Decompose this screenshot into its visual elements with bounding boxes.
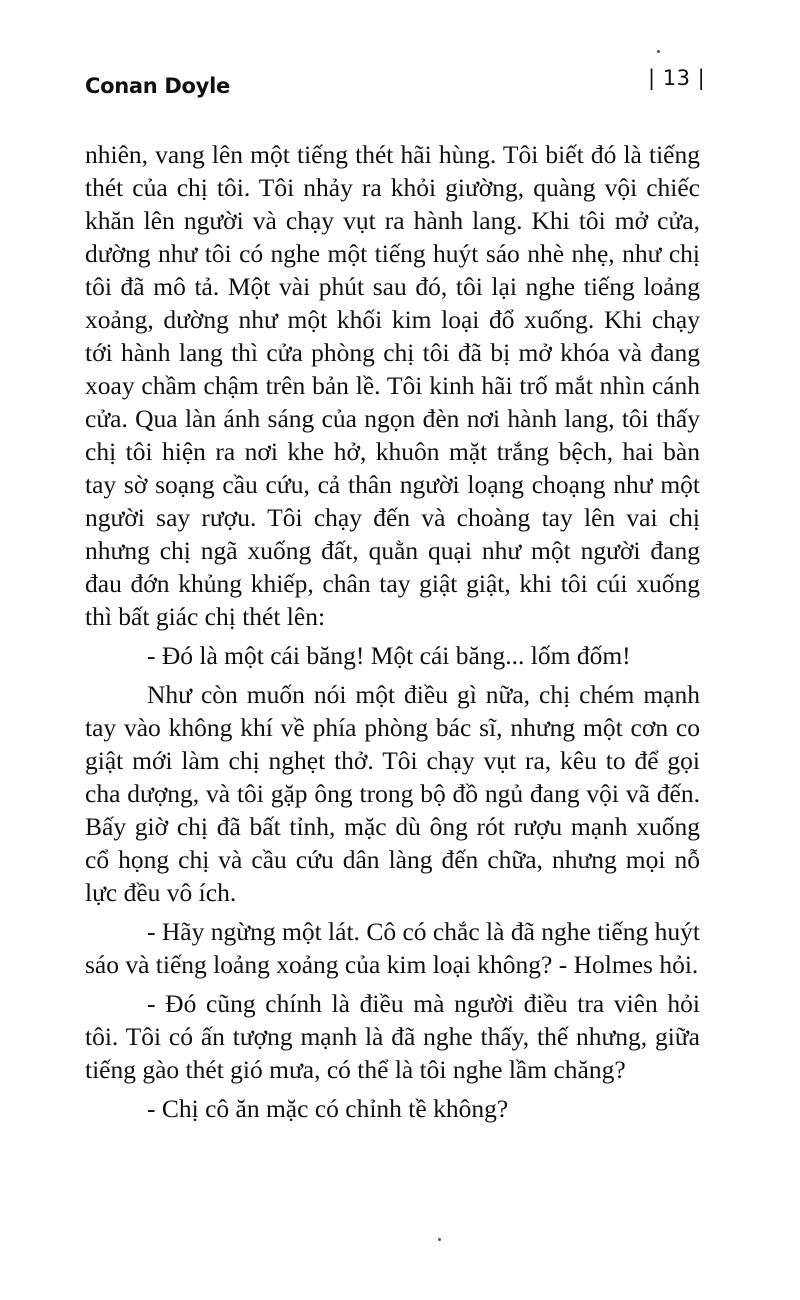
dialogue-line: - Đó là một cái băng! Một cái băng... lốm đốm! [147, 641, 631, 670]
dialogue-line: - Hãy ngừng một lát. Cô có chắc là đã nghe tiếng huýt sáo và tiếng loảng xoảng của kim loại không? - Holmes hỏi. [85, 917, 700, 979]
print-speck [657, 50, 660, 53]
paragraph: Như còn muốn nói một điều gì nữa, chị chém mạnh tay vào không khí về phía phòng bác sĩ, nhưng một cơn co giật mới làm chị nghẹt thở. Tôi chạy vụt ra, kêu to để gọi cha dượng, và tôi gặp ông trong bộ đồ ngủ đang vội vã đến. Bấy giờ chị đã bất tỉnh, mặc dù ông rót rượu mạnh xuống cổ họng chị và cầu cứu dân làng đến chữa, nhưng mọi nỗ lực đều vô ích. [85, 680, 700, 907]
page-number: | 13 | [648, 66, 706, 90]
dialogue-line: - Đó cũng chính là điều mà người điều tra viên hỏi tôi. Tôi có ấn tượng mạnh là đã nghe thấy, thế nhưng, giữa tiếng gào thét gió mưa, có thể là tôi nghe lầm chăng? [85, 989, 700, 1084]
running-header-author: Conan Doyle [85, 74, 230, 98]
paragraph: nhiên, vang lên một tiếng thét hãi hùng. Tôi biết đó là tiếng thét của chị tôi. Tôi nhảy ra khỏi giường, quàng vội chiếc khăn lên người và chạy vụt ra hành lang. Khi tôi mở cửa, dường như tôi có nghe một tiếng huýt sáo nhè nhẹ, như chị tôi đã mô tả. Một vài phút sau đó, tôi lại nghe tiếng loảng xoảng, dường như một khối kim loại đổ xuống. Khi chạy tới hành lang thì cửa phòng chị tôi đã bị mở khóa và đang xoay chầm chậm trên bản lề. Tôi kinh hãi trố mắt nhìn cánh cửa. Qua làn ánh sáng của ngọn đèn nơi hành lang, tôi thấy chị tôi hiện ra nơi khe hở, khuôn mặt trắng bệch, hai bàn tay sờ soạng cầu cứu, cả thân người loạng choạng như một người say rượu. Tôi chạy đến và choàng tay lên vai chị nhưng chị ngã xuống đất, quằn quại như một người đang đau đớn khủng khiếp, chân tay giật giật, khi tôi cúi xuống thì bất giác chị thét lên: [85, 140, 700, 631]
print-speck [438, 1238, 441, 1241]
body-text [85, 138, 700, 1125]
dialogue-line: - Chị cô ăn mặc có chỉnh tề không? [147, 1094, 509, 1123]
